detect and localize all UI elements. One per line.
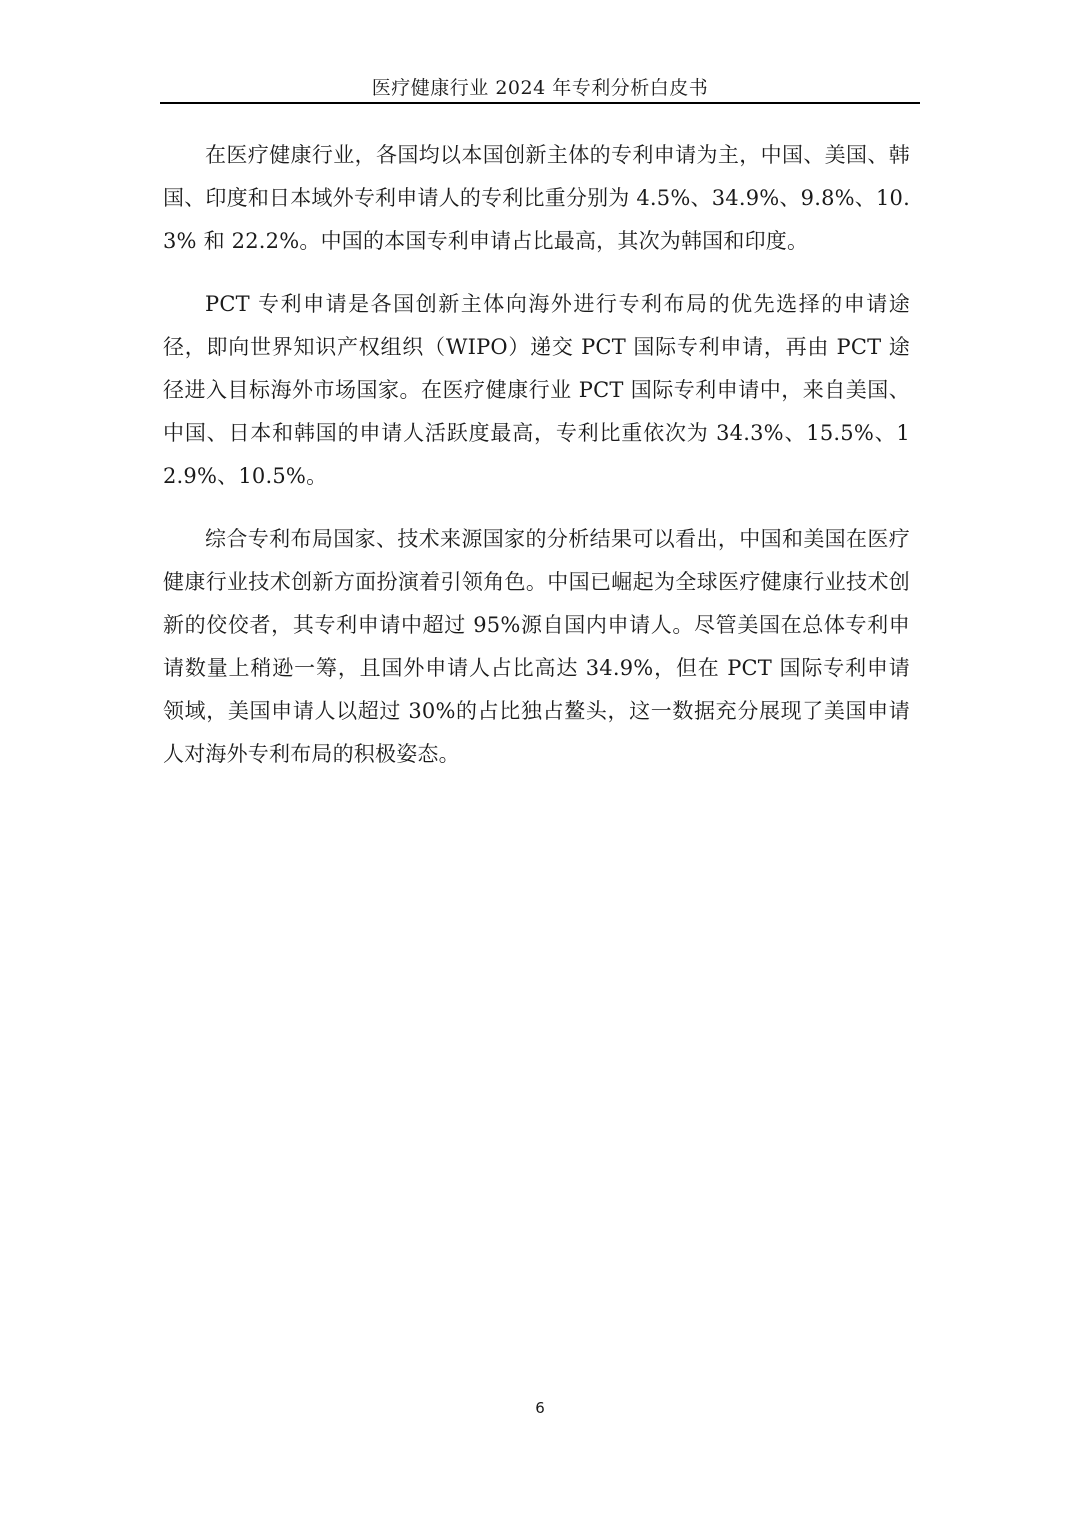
page-header — [160, 76, 920, 104]
document-title: 医疗健康行业 2024 年专利分析白皮书 — [371, 77, 709, 99]
page-number: 6 — [535, 1399, 545, 1417]
paragraph-3: 综合专利布局国家、技术来源国家的分析结果可以看出，中国和美国在医疗健康行业技术创新方面扮演着引领角色。中国已崛起为全球医疗健康行业技术创新的佼佼者，其专利申请中超过 95%源自国内申请人。尽管美国在总体专利申请数量上稍逊一筹，且国外申请人占比高达 34.9%，但在 PCT 国际专利申请领域，美国申请人以超过 30%的占比独占鳌头，这一数据充分展现了美国申请人对海外专利布局的积极姿态。 — [163, 527, 910, 766]
paragraph-1: 在医疗健康行业，各国均以本国创新主体的专利申请为主，中国、美国、韩国、印度和日本域外专利申请人的专利比重分别为 4.5%、34.9%、9.8%、10.3% 和 22.2%。中国的本国专利申请占比最高，其次为韩国和印度。 — [163, 143, 910, 253]
page-body — [163, 134, 910, 796]
paragraph-2: PCT 专利申请是各国创新主体向海外进行专利布局的优先选择的申请途径，即向世界知识产权组织（WIPO）递交 PCT 国际专利申请，再由 PCT 途径进入目标海外市场国家。在医疗健康行业 PCT 国际专利申请中，来自美国、中国、日本和韩国的申请人活跃度最高，专利比重依次为 34.3%、15.5%、12.9%、10.5%。 — [163, 292, 910, 488]
